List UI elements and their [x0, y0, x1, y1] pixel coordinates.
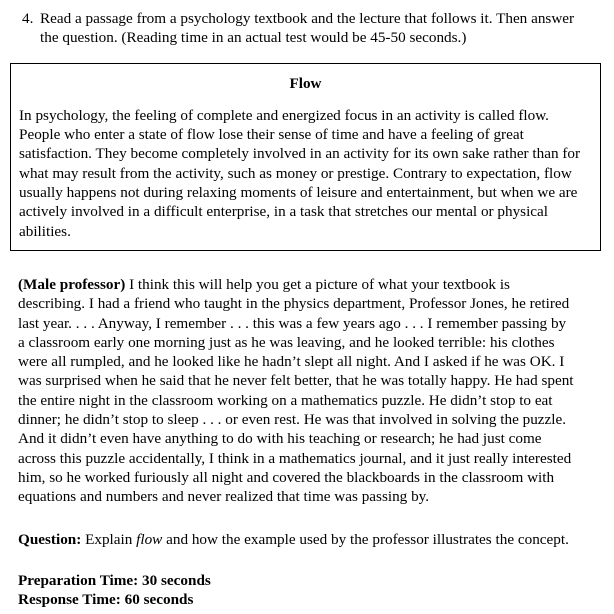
question-label: Question:: [18, 530, 82, 548]
speaker-label: (Male professor): [18, 275, 126, 293]
question-key-term: flow: [136, 530, 163, 548]
response-time: Response Time: 60 seconds: [18, 590, 194, 608]
question-text-before-term: Explain: [81, 530, 137, 548]
lecture-transcript: [18, 275, 576, 507]
passage-title: Flow: [289, 74, 322, 92]
question-block: [18, 530, 574, 549]
passage-body: In psychology, the feeling of complete and energized focus in an activity is called flow. People who enter a state of flow lose their sense of time and have a feeling of great satisfaction. They become completely involved in an activity for its own sake rather than for what may result from the activity, such as money or prestige. Contrary to expectation, flow usually happens not during relaxing moments of leisure and entertainment, but when we are actively involved in a difficult enterprise, in a task that stretches our mental or physical abilities.: [19, 106, 581, 240]
task-item: [0, 0, 614, 48]
task-instructions: Read a passage from a psychology textbook and the lecture that follows it. Then answer the question. (Reading time in an actual test would be 45-50 seconds.): [40, 10, 575, 47]
preparation-time: Preparation Time: 30 seconds: [18, 571, 211, 589]
timing-block: [18, 571, 614, 609]
reading-passage-box: [10, 63, 601, 251]
lecture-body: I think this will help you get a picture of what your textbook is describing. I had a friend who taught in the physics department, Professor Jones, he retired last year. . . . Anyway, I remember . . . this was a few years ago . . . I remember passing by a classroom early one morning just as he was leaving, and he looked terrible: his clothes were all rumpled, and he looked like he hadn’t slept all night. And I asked if he was OK. I was surprised when he said that he never felt better, that he was totally happy. He had spent the entire night in the classroom working on a mathematics puzzle. He didn’t stop to eat dinner; he didn’t stop to sleep . . . or even rest. He was that involved in solving the puzzle. And it didn’t even have anything to do with his teaching or research; he had just come across this puzzle accidentally, I think in a mathematics journal, and it just really interested him, so he worked furiously all night and covered the blackboards in the classroom with equations and numbers and never realized that time was passing by.: [18, 275, 574, 506]
task-number: 4.: [22, 10, 34, 27]
question-text-after-term: and how the example used by the professor illustrates the concept.: [162, 530, 569, 548]
